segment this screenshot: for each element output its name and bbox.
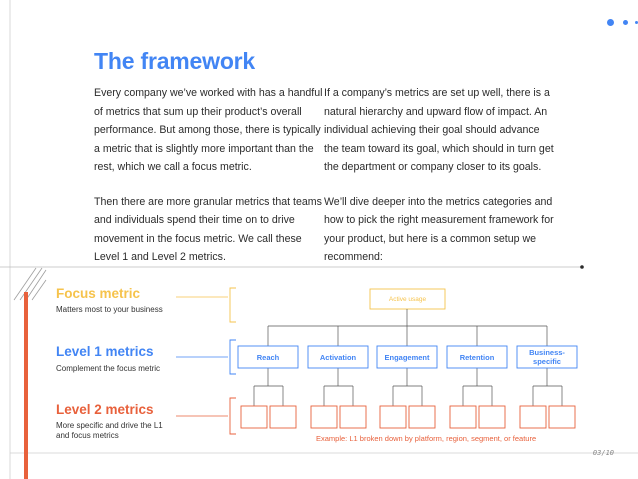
paragraph: Every company we’ve worked with has a handful of metrics that sum up their product’s overall performance. But among those, there is typically a metric that is slightly more important than the rest, which we call a focus metric. [94,87,323,173]
page-title: The framework [94,48,256,74]
active-usage-label: Active usage [388,295,427,303]
l1-label-reach: Reach [256,352,280,362]
l1-label-activation: Activation [319,352,357,362]
hatch-lines [14,268,46,300]
example-caption: Example: L1 broken down by platform, region, segment, or feature [316,434,537,443]
page-number: 03/10 [592,449,614,457]
focus-metric-title: Focus metric [56,286,141,301]
accent-bar [24,292,28,479]
level2-description: More specific and drive the L1 and focus metrics [56,421,163,440]
l1-label-retention: Retention [459,352,495,362]
l1-label-engagement: Engagement [384,352,430,362]
level1-title: Level 1 metrics [56,344,154,359]
level1-description: Complement the focus metric [56,364,161,373]
l1-label-business-specific: Business-specific [529,348,565,366]
paragraph: If a company’s metrics are set up well, there is a natural hierarchy and upward flow of impact. An individual achieving their goal should advance the team toward its goal, which should in turn get the department or company closer to its goals. [324,87,554,173]
separator-dot-icon [580,265,584,269]
focus-metric-description: Matters most to your business [56,305,163,314]
paragraph: We’ll dive deeper into the metrics categories and how to pick the right measurement framework for your product, but here is a common setup we recommend: [324,195,554,263]
level2-title: Level 2 metrics [56,402,154,417]
paragraph: Then there are more granular metrics that teams and individuals spend their time on to drive movement in the focus metric. We call these Level 1 and Level 2 metrics. [94,195,322,263]
